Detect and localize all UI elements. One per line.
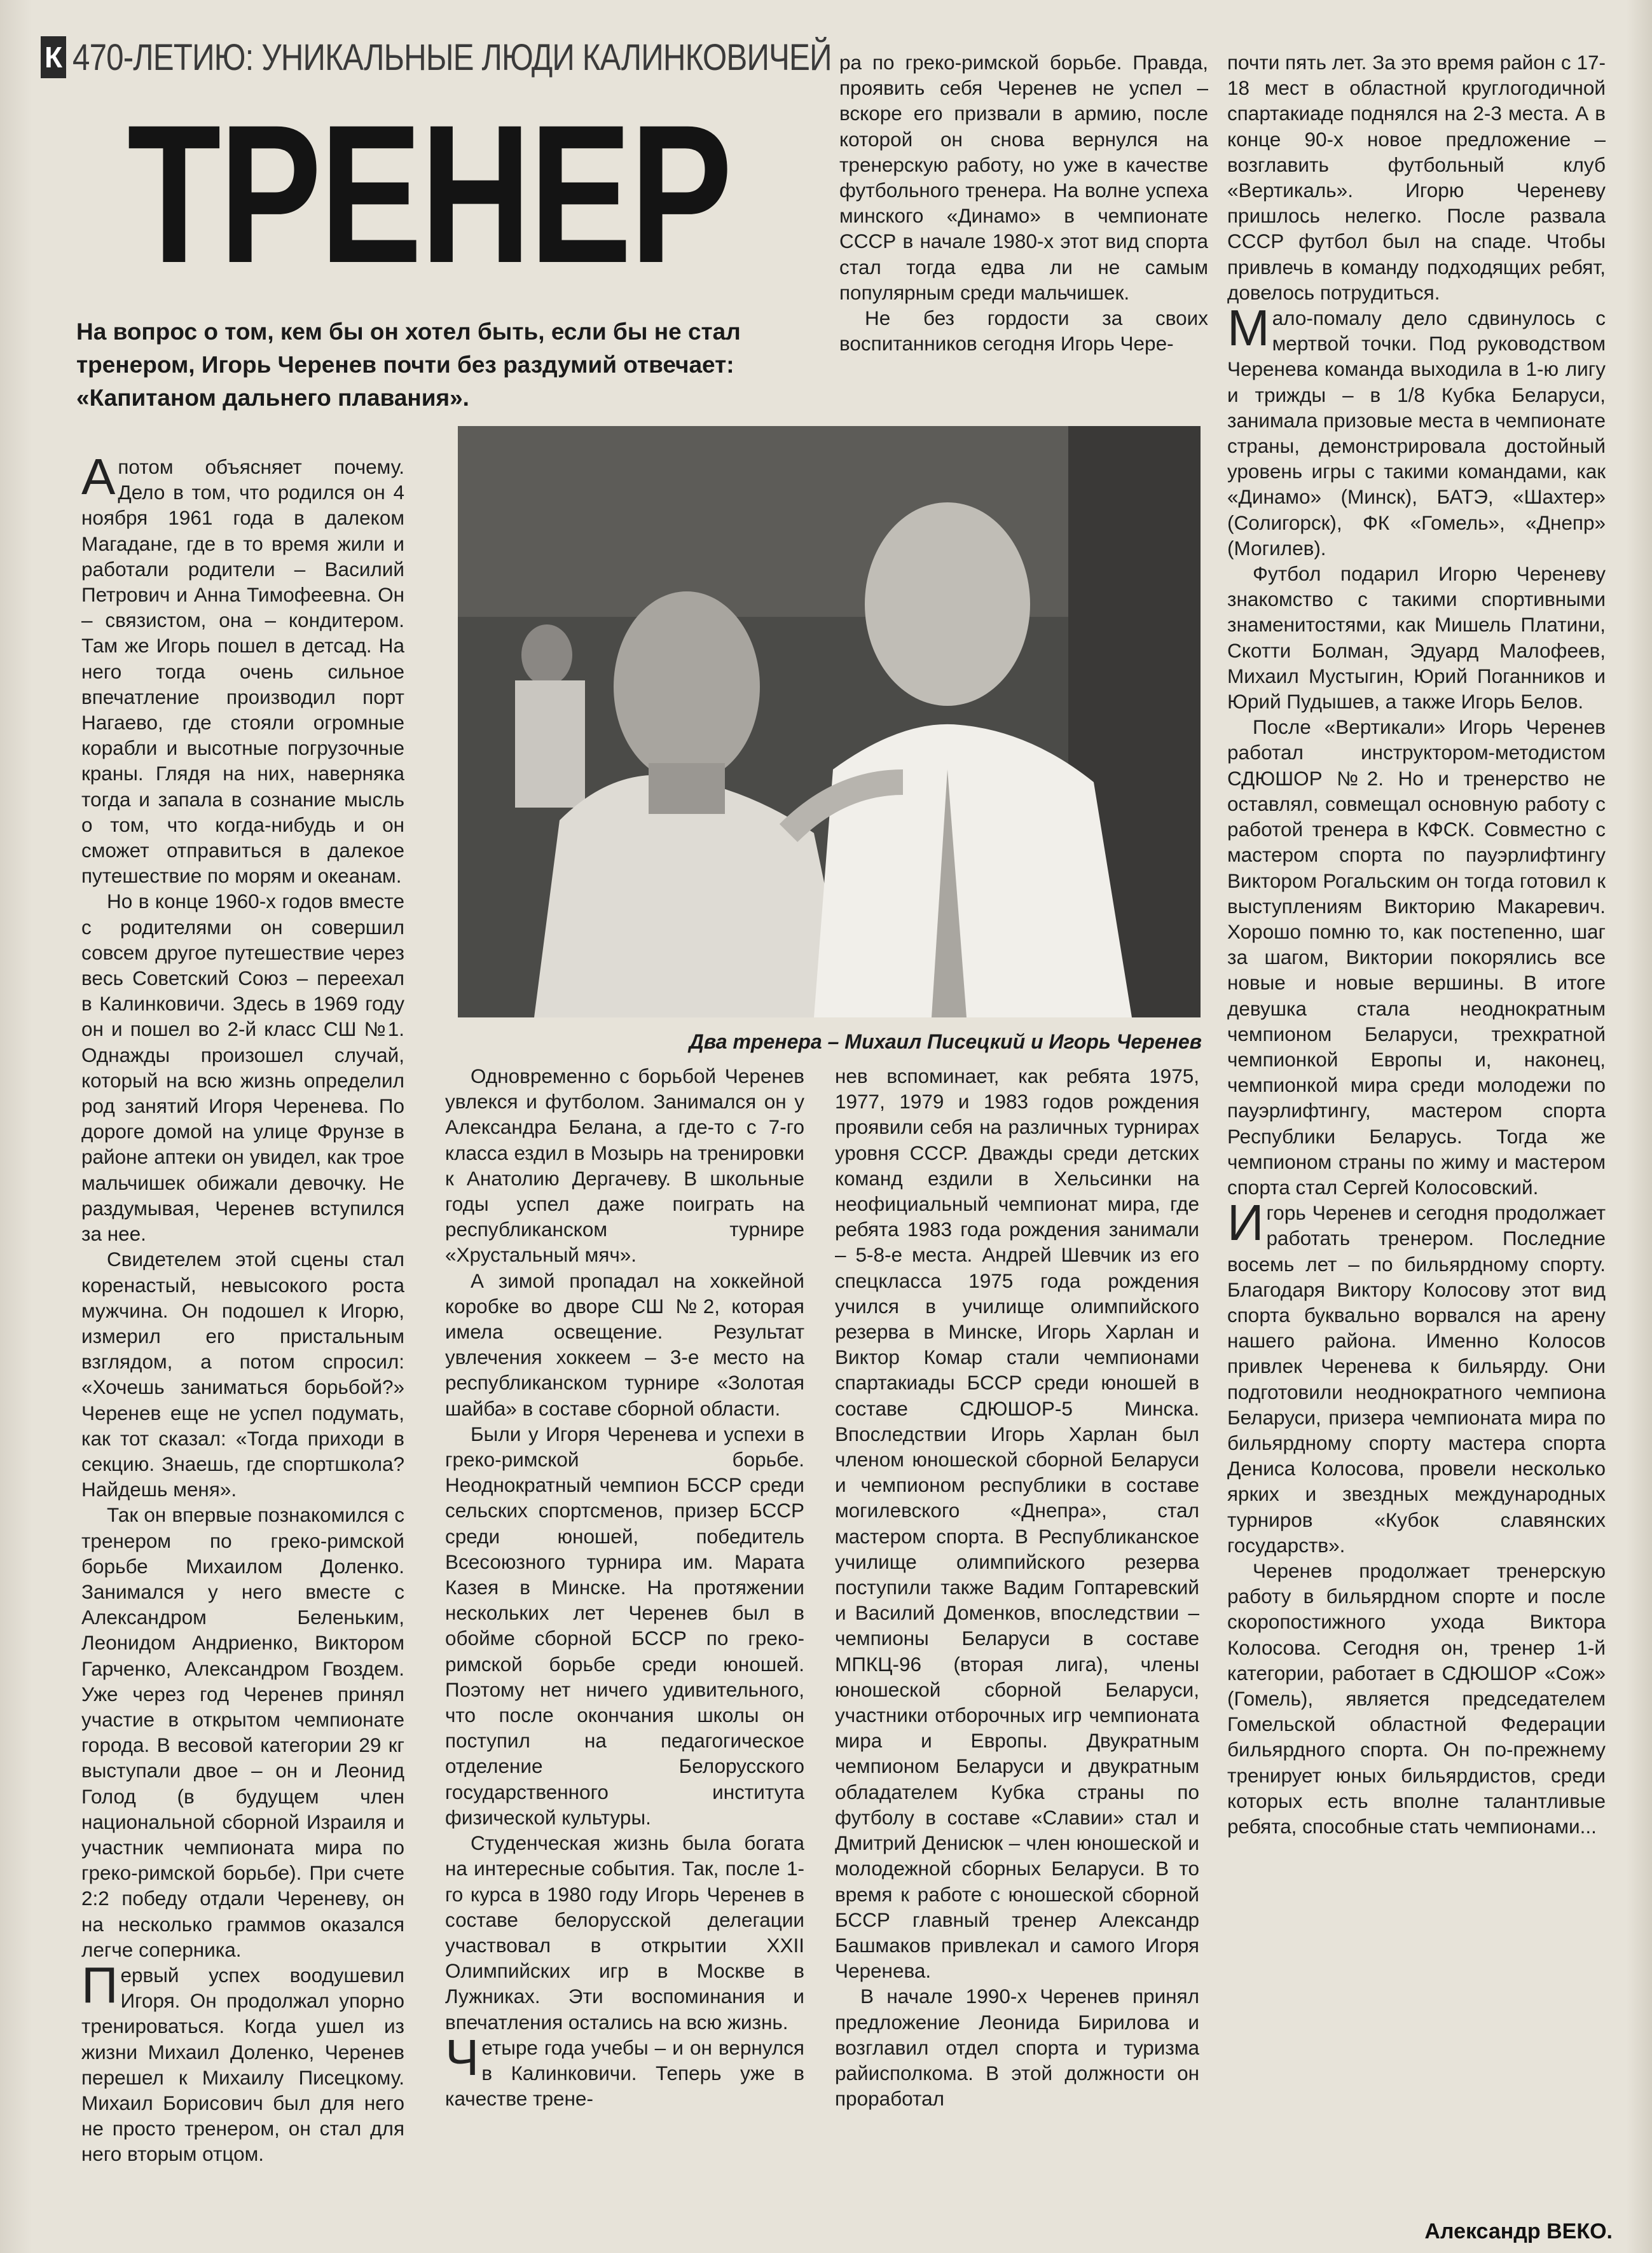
paragraph: А зимой пропадал на хоккейной коробке во дворе СШ №2, которая имела освещение. Результат увлечения хоккеем – 3-е место на республиканском турнире «Золотая шайба» в составе сборной области.: [445, 1269, 804, 1420]
paragraph: Одновременно с борьбой Черенев увлекся и футболом. Занимался он у Александра Белана, а где-то с 7-го класса ездил в Мозырь на тренировки к Анатолию Дергачеву. В школьные годы успел даже поиграть на республиканском турнире «Хрустальный мяч».: [445, 1064, 804, 1267]
paragraph: [445, 2029, 804, 2112]
paragraph: Так он впервые познакомился с тренером по греко-римской борьбе Михаилом Доленко. Занимался у него вместе с Александром Беленьким, Леонидом Андриенко, Виктором Гарченко, Александром Гвоздем. Уже через год Черенев принял участие в открытом чемпионате города. В весовой категории 29 кг выступали двое – он и Леонид Голод (в будущем член национальной сборной Израиля и участник чемпионата мира по греко-римской борьбе). При счете 2:2 победу отдали Череневу, он на несколько граммов оказался легче соперника.: [81, 1503, 404, 1961]
drop-cap: Ч: [445, 2029, 479, 2086]
paragraph-text: ало-помалу дело сдвинулось с мертвой точки. Под руководством Черенева команда выходила в 1-ю лигу и трижды – в 1/8 Кубка Беларуси, занимала призовые места в чемпионате страны, демонстрировала достойный уровень игры с такими командами, как «Динамо» (Минск), БАТЭ, «Шахтер» (Солигорск), ФК «Гомель», «Днепр» (Могилев).: [1227, 307, 1606, 560]
column-4: [1227, 50, 1606, 1839]
drop-cap: П: [81, 1956, 118, 2013]
paragraph-text: ервый успех воодушевил Игоря. Он продолжал упорно тренироваться. Когда ушел из жизни Михаил Доленко, Черенев перешел к Михаилу Писецкому. Михаил Борисович был для него не просто тренером, он стал для него вторым отцом.: [81, 1963, 404, 2166]
paragraph: [81, 448, 404, 888]
paragraph: Футбол подарил Игорю Череневу знакомство с такими спортивными знаменитостями, как Мишель Платини, Скотти Болман, Эдуард Малофеев, Михаил Мустыгин, Юрий Поганников и Юрий Пудышев, а также Игорь Белов.: [1227, 562, 1606, 713]
paragraph: ра по греко-римской борьбе. Правда, проявить себя Черенев не успел – вскоре его призвали в армию, после которой он снова вернулся на тренерскую работу, но уже в качестве футбольного тренера. На волне успеха минского «Динамо» в чемпионате СССР в начале 1980-х этот вид спорта стал тогда едва ли не самым популярным среди мальчишек.: [839, 51, 1208, 304]
paragraph: Черенев продолжает тренерскую работу в бильярдном спорте и после скоропостижного ухода Виктора Колосова. Сегодня он, тренер 1-й категории, работает в СДЮШОР «Сож» (Гомель), является председателем Гомельской областной Федерации бильярдного спорта. Он по-прежнему тренирует юных бильярдистов, среди которых есть вполне талантливые ребята, способные стать чемпионами...: [1227, 1559, 1606, 1838]
article-lead: На вопрос о том, кем бы он хотел быть, если бы не стал тренером, Игорь Черенев почти без раздумий отвечает: «Капитаном дальнего плавания».: [76, 319, 741, 411]
paragraph: [1227, 1194, 1606, 1558]
paragraph: почти пять лет. За это время район с 17-18 мест в областной круглогодичной спартакиаде поднялся на 2-3 места. А в конце 90-х новое предложение – возглавить футбольный клуб «Вертикаль». Игорю Череневу пришлось нелегко. После развала СССР футбол был на спаде. Чтобы привлечь в команду подходящих ребят, довелось потрудиться.: [1227, 51, 1606, 304]
paragraph: Свидетелем этой сцены стал коренастый, невысокого роста мужчина. Он подошел к Игорю, измерил его пристальным взглядом, а потом спросил: «Хочешь заниматься борьбой?» Черенев еще не успел подумать, как тот сказал: «Тогда приходи в секцию. Знаешь, где спортшкола? Найдешь меня».: [81, 1248, 404, 1501]
drop-cap: М: [1227, 300, 1270, 357]
paragraph-text: горь Черенев и сегодня продолжает работать тренером. Последние восемь лет – по бильярдному спорту. Благодаря Виктору Колосову этот вид спорта буквально ворвался на арену нашего района. Именно Колосов привлек Черенева к бильярду. Они подготовили неоднократного чемпиона Беларуси, призера чемпионата мира по бильярдному спорту мастера спорта Дениса Колосова, провели несколько ярких и звездных международных турниров «Кубок славянских государств».: [1227, 1201, 1606, 1557]
article-author: Александр ВЕКО.: [1424, 2219, 1613, 2243]
paragraph: нев вспоминает, как ребята 1975, 1977, 1979 и 1983 годов рождения проявили себя на различных турнирах уровня СССР. Дважды среди детских команд ездили в Хельсинки на неофициальный чемпионат мира, где ребята 1983 года рождения занимали – 5-8-е места. Андрей Шевчик из его спецкласса 1975 года рождения учился в училище олимпийского резерва в Минске, Игорь Харлан и Виктор Комар стали чемпионами спартакиады БССР среди юношей в составе СДЮШОР-5 Минска. Впоследствии Игорь Харлан был членом юношеской сборной Беларуси и чемпионом республики в составе могилевского «Днепра», стал мастером спорта. В Республиканское училище олимпийского резерва поступили также Вадим Гоптаревский и Василий Доменков, впоследствии – чемпионы Беларуси в составе МПКЦ-96 (вторая лига), члены юношеской сборной Беларуси, участники отборочных игр чемпионата мира и Европы. Двукратным чемпионом Беларуси и двукратным обладателем Кубка страны по футболу в составе «Славии» стал и Дмитрий Денисюк – член юношеской и молодежной сборных Беларуси. В то время к работе с юношеской сборной БССР главный тренер Александр Башмаков привлекал и самого Игоря Черенева.: [835, 1064, 1199, 1983]
paragraph: Не без гордости за своих воспитанников сегодня Игорь Чере-: [839, 307, 1208, 355]
rubric-title: 470-ЛЕТИЮ: УНИКАЛЬНЫЕ ЛЮДИ КАЛИНКОВИЧЕЙ: [72, 36, 832, 78]
column-1: [81, 448, 404, 2167]
drop-cap: И: [1227, 1194, 1264, 1251]
column-3: [835, 1063, 1199, 2111]
rubric-tag: К: [41, 36, 66, 78]
article-photo: [458, 426, 1201, 1017]
column-2: [445, 1063, 804, 2111]
rubric-header: [41, 32, 965, 83]
photo-caption: Два тренера – Михаил Писецкий и Игорь Черенев: [689, 1030, 1202, 1053]
paragraph: [1227, 300, 1606, 561]
page-right-edge: [1627, 0, 1652, 2253]
paragraph: [81, 1956, 404, 2167]
column-2-top: [839, 50, 1208, 356]
photo-illustration: [458, 426, 1201, 1017]
paragraph: Студенческая жизнь была богата на интересные события. Так, после 1-го курса в 1980 году Игорь Черенев в составе белорусской делегации участвовал в открытии XXII Олимпийских игр в Москве в Лужниках. Эти воспоминания и впечатления остались на всю жизнь.: [445, 1831, 804, 2034]
article-headline: ТРЕНЕР: [127, 83, 731, 304]
drop-cap: А: [81, 448, 116, 505]
page-left-edge: [0, 0, 32, 2253]
paragraph-text: потом объясняет почему. Дело в том, что родился он 4 ноября 1961 года в далеком Магадане, где в то время жили и работали родители – Василий Петрович и Анна Тимофеевна. Он – связистом, она – кондитером. Там же Игорь пошел в детсад. На него тогда очень сильное впечатление производил порт Нагаево, где стояли огромные корабли и высотные погрузочные краны. Глядя на них, наверняка тогда и запала в сознание мысль о том, что когда-нибудь и он сможет отправиться в далекое путешествие по морям и океанам.: [81, 455, 404, 888]
paragraph: Были у Игоря Черенева и успехи в греко-римской борьбе. Неоднократный чемпион БССР среди сельских спортсменов, призер БССР среди юношей, победитель Всесоюзного турнира им. Марата Казея в Минске. На протяжении нескольких лет Черенев был в обойме сборной БССР по греко-римской борьбе среди юношей. Поэтому нет ничего удивительного, что после окончания школы он поступил на педагогическое отделение Белорусского государственного института физической культуры.: [445, 1422, 804, 1829]
paragraph: После «Вертикали» Игорь Черенев работал инструктором-методистом СДЮШОР №2. Но и тренерство не оставлял, совмещал основную работу с работой тренера в КФСК. Совместно с мастером спорта по пауэрлифтингу Виктором Рогальским он тогда готовил к выступлениям Викторию Макаревич. Хорошо помню то, как постепенно, шаг за шагом, Виктории покорялись все новые и новые вершины. В итоге девушка стала неоднократным чемпионом Беларуси, трехкратной чемпионкой Европы и, наконец, чемпионкой мира среди молодежи по пауэрлифтингу, мастером спорта Республики Беларусь. Тогда же чемпионом страны по жиму и мастером спорта стал Сергей Колосовский.: [1227, 715, 1606, 1199]
paragraph-text: етыре года учебы – и он вернулся в Калинковичи. Теперь уже в качестве трене-: [445, 2036, 804, 2111]
paragraph: Но в конце 1960-х годов вместе с родителями он совершил совсем другое путешествие через весь Советский Союз – переехал в Калинковичи. Здесь в 1969 году он и пошел во 2-й класс СШ №1. Однажды произошел случай, который на всю жизнь определил род занятий Игоря Черенева. По дороге домой на улице Фрунзе в районе аптеки он увидел, как трое мальчишек обижали девочку. Не раздумывая, Черенев вступился за нее.: [81, 890, 404, 1246]
paragraph: В начале 1990-х Черенев принял предложение Леонида Бирилова и возглавил отдел спорта и туризма райисполкома. В этой должности он проработал: [835, 1985, 1199, 2111]
